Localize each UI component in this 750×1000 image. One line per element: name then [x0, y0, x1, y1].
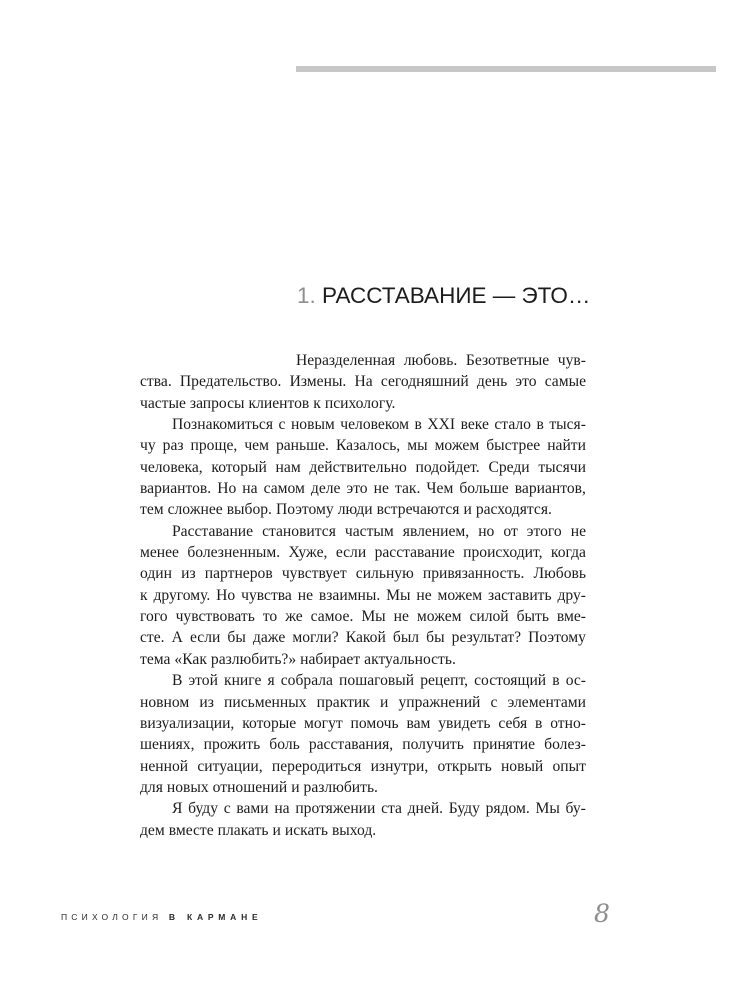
text-line: Неразделенная любовь. Безответные чув-: [296, 352, 586, 369]
text-line: гого чувствовать то же самое. Мы не можем силой быть вме-: [140, 608, 586, 626]
chapter-title-text: РАССТАВАНИЕ — ЭТО…: [322, 283, 591, 308]
text-line: тема «Как разлюбить?» набирает актуальность.: [140, 650, 456, 668]
text-line: В этой книге я собрала пошаговый рецепт, состоящий в ос-: [172, 672, 586, 690]
text-line: дем вместе плакать и искать выход.: [140, 821, 377, 839]
text-line: Я буду с вами на протяжении ста дней. Буду рядом. Мы бу-: [172, 800, 586, 818]
text-line: к другому. Но чувства не взаимны. Мы не можем заставить дру-: [140, 586, 586, 604]
text-line: ства. Предательство. Измены. На сегодняшний день это самые: [140, 373, 586, 391]
text-line: вариантов. Но на самом деле это не так. Чем больше вариантов,: [140, 480, 586, 498]
text-line: менее болезненным. Хуже, если расставание происходит, когда: [140, 544, 586, 562]
text-line: один из партнеров чувствует сильную привязанность. Любовь: [140, 565, 586, 583]
text-line: новном из письменных практик и упражнений с элементами: [140, 693, 586, 711]
body-text: [140, 350, 586, 841]
series-name-bold: В КАРМАНЕ: [168, 912, 263, 922]
text-line: чу раз проще, чем раньше. Казалось, мы можем быстрее найти: [140, 437, 586, 455]
text-line: для новых отношений и разлюбить.: [140, 778, 378, 796]
text-line: сте. А если бы даже могли? Какой был бы результат? Поэтому: [140, 629, 586, 647]
text-line: Расставание становится частым явлением, но от этого не: [172, 522, 586, 540]
series-footer: [61, 912, 263, 922]
chapter-title: [297, 281, 717, 311]
text-line: тем сложнее выбор. Поэтому люди встречаются и расходятся.: [140, 501, 552, 519]
page-number: 8: [594, 899, 610, 928]
top-rule: [296, 66, 716, 72]
series-name: ПСИХОЛОГИЯ: [61, 912, 163, 922]
text-line: визуализации, которые могут помочь вам увидеть себя в отно-: [140, 714, 586, 732]
text-line: Познакомиться с новым человеком в XXI веке стало в тыся-: [172, 416, 586, 434]
chapter-number: 1.: [297, 283, 316, 308]
text-line: шениях, прожить боль расставания, получить принятие болез-: [140, 736, 586, 754]
text-line: человека, который нам действительно подойдет. Среди тысячи: [140, 458, 586, 476]
text-line: частые запросы клиентов к психологу.: [140, 394, 396, 412]
text-line: ненной ситуации, переродиться изнутри, открыть новый опыт: [140, 757, 586, 775]
